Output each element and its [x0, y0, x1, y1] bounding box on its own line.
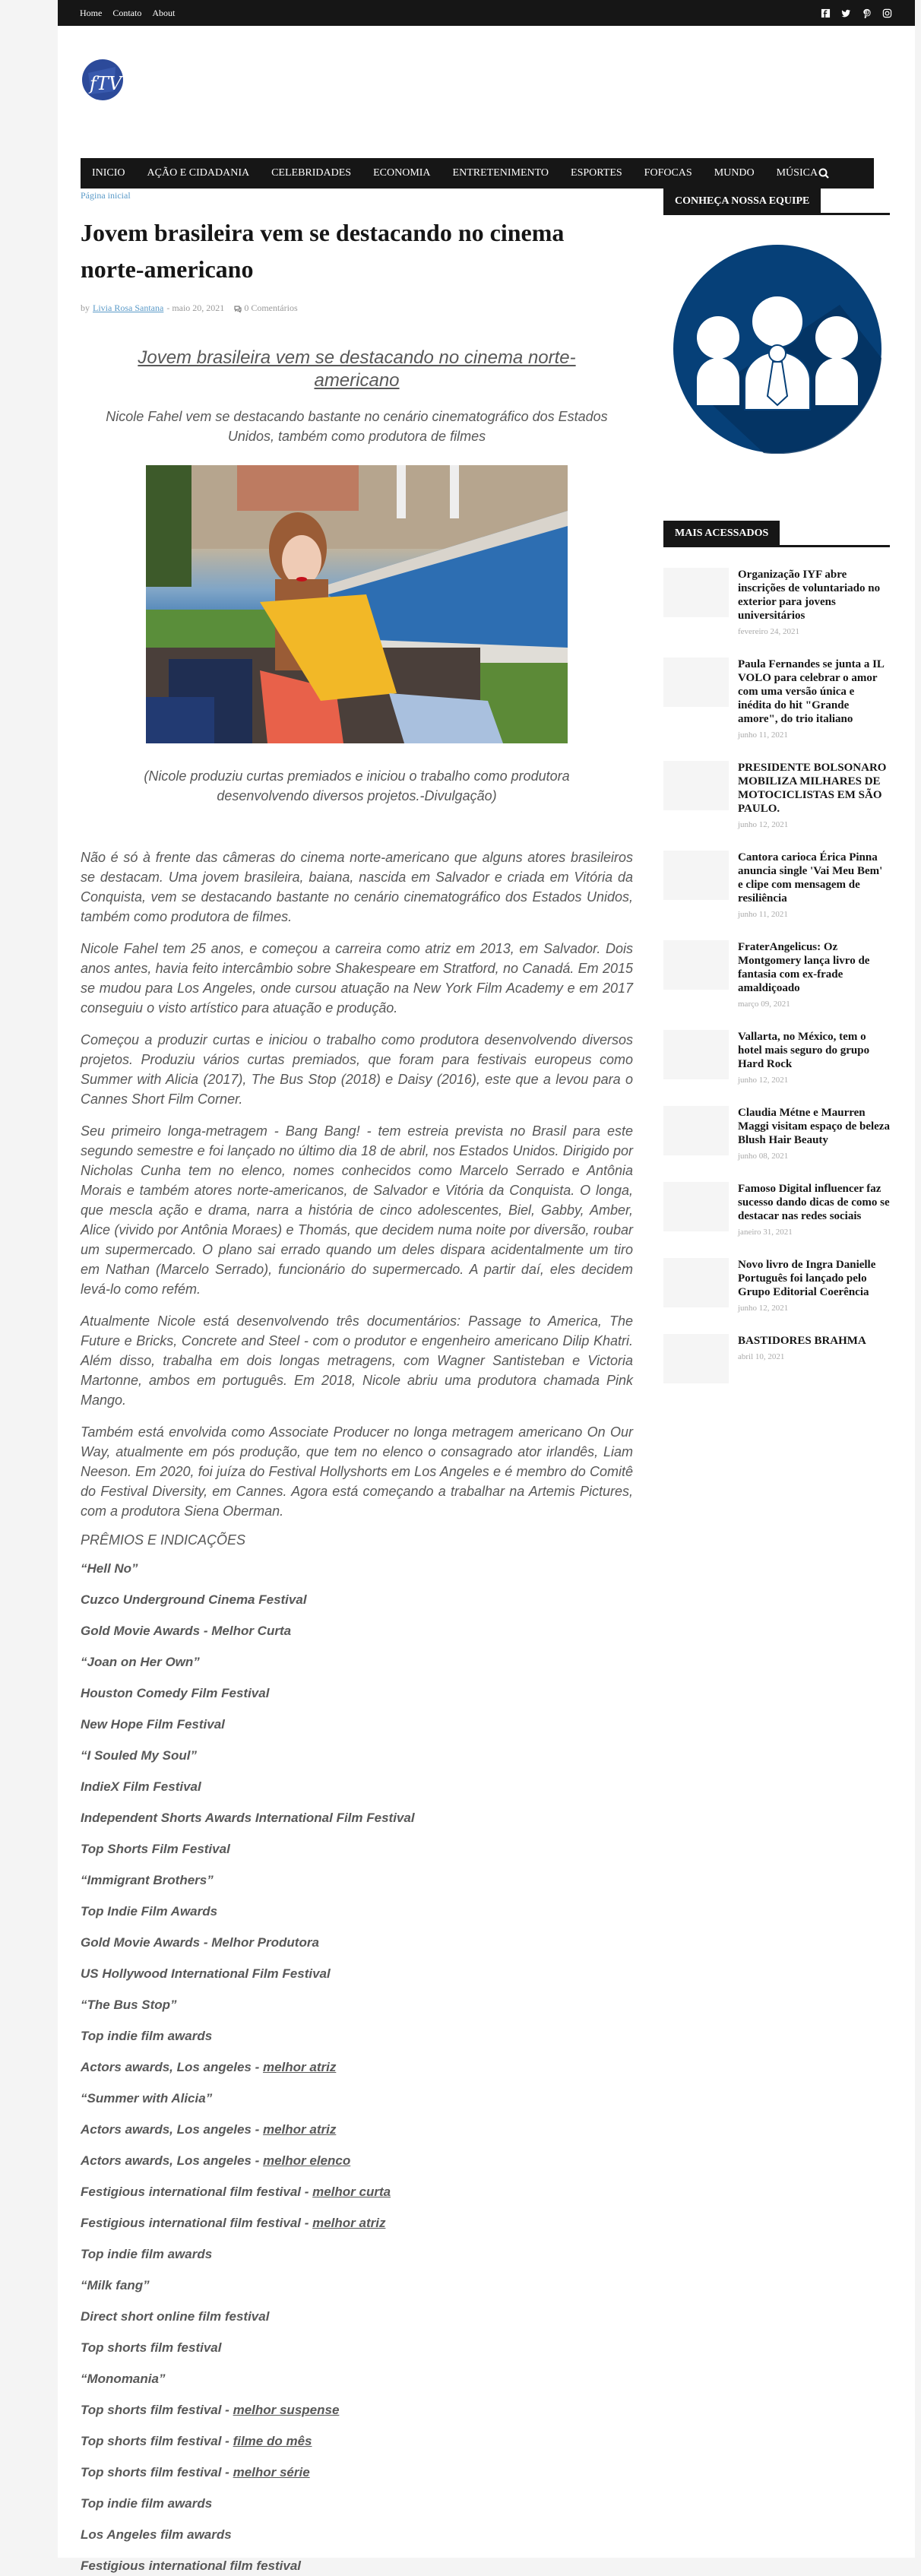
nav-item-acao-e-cidadania[interactable]: AÇÃO E CIDADANIA	[147, 167, 250, 179]
post-title-link[interactable]: FraterAngelicus: Oz Montgomery lança livro de fantasia com ex-frade amaldiçoado	[738, 941, 870, 994]
most-accessed-item[interactable]	[663, 1030, 890, 1085]
award-item	[81, 2463, 633, 2483]
post-info	[738, 1182, 890, 1237]
award-item	[81, 2213, 633, 2233]
post-info	[738, 1258, 890, 1313]
top-bar	[58, 0, 915, 26]
award-text: Independent Shorts Awards International Film Festival	[81, 1811, 415, 1825]
award-text: US Hollywood International Film Festival	[81, 1966, 331, 1981]
post-title-link[interactable]: Organização IYF abre inscrições de voluntariado no exterior para jovens universitários	[738, 569, 881, 622]
post-title-link[interactable]: BASTIDORES BRAHMA	[738, 1335, 866, 1347]
team-image[interactable]	[673, 244, 882, 454]
post-title-link[interactable]: Famoso Digital influencer faz sucesso dando dicas de como se destacar nas redes sociais	[738, 1183, 890, 1222]
post-thumbnail[interactable]	[663, 761, 729, 810]
awards-section	[81, 1530, 633, 2576]
award-item	[81, 2026, 633, 2046]
page	[58, 0, 915, 2573]
site-header	[58, 26, 915, 179]
award-text: Festigious international film festival	[81, 2559, 301, 2573]
most-accessed-list	[663, 568, 890, 1383]
instagram-icon[interactable]	[882, 8, 892, 18]
comments-link[interactable]	[233, 303, 297, 314]
team-icon	[673, 244, 882, 454]
award-text: Festigious international film festival -	[81, 2216, 313, 2230]
award-text: “I Souled My Soul”	[81, 1748, 198, 1763]
post-title-link[interactable]: Paula Fernandes se junta a IL VOLO para celebrar o amor com uma versão única e inédita do hit "Grande amore", do trio italiano	[738, 658, 885, 725]
post-thumbnail[interactable]	[663, 851, 729, 900]
award-item	[81, 2151, 633, 2171]
article-heading: Jovem brasileira vem se destacando no cinema norte-americano	[138, 347, 576, 391]
award-category-link[interactable]: filme do mês	[233, 2434, 312, 2448]
sidebar	[663, 189, 890, 1383]
most-accessed-item[interactable]	[663, 851, 890, 919]
post-date: junho 12, 2021	[738, 820, 789, 829]
award-item	[81, 2089, 633, 2109]
award-text: New Hope Film Festival	[81, 1717, 225, 1732]
post-info	[738, 1334, 890, 1383]
ftv-logo-icon	[81, 58, 125, 102]
article-paragraph: Atualmente Nicole está desenvolvendo três documentários: Passage to America, The Future e Bricks, Concrete and Steel - com o produtor e engenheiro americano Dilip Khatri. Além disso, trabalha em dois longas metragens, com Wagner Santisteban e Victoria Martonne, ambos em português. Em 2018, Nicole abriu uma produtora chamada Pink Mango.	[81, 1313, 633, 1408]
award-category-link[interactable]: melhor curta	[312, 2185, 391, 2199]
nav-item-mundo[interactable]: MUNDO	[714, 167, 755, 179]
award-item	[81, 2120, 633, 2140]
award-item	[81, 1621, 633, 1641]
author-link[interactable]: Livia Rosa Santana	[93, 303, 164, 313]
award-item	[81, 1559, 633, 1579]
most-accessed-item[interactable]	[663, 1106, 890, 1161]
most-accessed-item[interactable]	[663, 940, 890, 1009]
award-text: Los Angeles film awards	[81, 2527, 232, 2542]
article-body	[81, 347, 633, 2576]
award-text: Top indie film awards	[81, 2247, 213, 2261]
award-item	[81, 1995, 633, 2015]
award-text: Top Shorts Film Festival	[81, 1842, 230, 1856]
meta-separator: -	[166, 303, 170, 313]
comments-icon	[233, 304, 242, 313]
award-text: Actors awards, Los angeles -	[81, 2122, 263, 2137]
post-thumbnail[interactable]	[663, 1182, 729, 1231]
nav-item-musica[interactable]: MÚSICA	[776, 167, 818, 179]
award-item	[81, 1590, 633, 1610]
post-date: junho 11, 2021	[738, 910, 788, 919]
award-item	[81, 1964, 633, 1984]
nav-item-esportes[interactable]: ESPORTES	[571, 167, 622, 179]
breadcrumb	[81, 190, 633, 201]
post-thumbnail[interactable]	[663, 940, 729, 990]
article-paragraph: Também está envolvida como Associate Producer no longa metragem americano On Our Way, atualmente em pós produção, que tem no elenco o consagrado ator irlandês, Liam Neeson. Em 2020, foi juíza do Festival Hollyshorts em Los Angeles e é membro do Comitê do Festival Diversity, em Cannes. Agora está começando a trabalhar na Artemis Pictures, com a produtora Siena Oberman.	[81, 1424, 633, 1519]
post-info	[738, 657, 890, 740]
most-accessed-widget	[663, 521, 890, 1383]
award-item	[81, 2556, 633, 2576]
article-paragraph: Não é só à frente das câmeras do cinema norte-americano que alguns atores brasileiros se destacam. Uma jovem brasileira, baiana, nascida em Salvador e criada em Vitória da Conquista, vem se destacando bastante no cenário cinematográfico dos Estados Unidos, também como produtora de filmes.	[81, 850, 633, 924]
award-item	[81, 2338, 633, 2358]
post-date: junho 08, 2021	[738, 1152, 789, 1161]
post-title-link[interactable]: PRESIDENTE BOLSONARO MOBILIZA MILHARES DE MOTOCICLISTAS EM SÃO PAULO.	[738, 762, 887, 815]
award-item	[81, 1902, 633, 1922]
award-item	[81, 2182, 633, 2202]
most-accessed-item[interactable]	[663, 761, 890, 829]
award-item	[81, 1871, 633, 1890]
awards-heading: PRÊMIOS E INDICAÇÕES	[81, 1532, 246, 1548]
awards-list	[81, 1559, 633, 2576]
post-title-link[interactable]: Novo livro de Ingra Danielle Português foi lançado pelo Grupo Editorial Coerência	[738, 1259, 876, 1298]
post-info	[738, 1106, 890, 1161]
award-item	[81, 1808, 633, 1828]
nav-item-entretenimento[interactable]: ENTRETENIMENTO	[452, 167, 549, 179]
award-item	[81, 2245, 633, 2264]
award-text: Top Indie Film Awards	[81, 1904, 218, 1919]
most-accessed-item[interactable]	[663, 657, 890, 740]
post-date: março 09, 2021	[738, 1000, 790, 1009]
post-thumbnail[interactable]	[663, 568, 729, 617]
award-category-link[interactable]: melhor suspense	[233, 2403, 340, 2417]
award-text: Top shorts film festival	[81, 2340, 222, 2355]
post-thumbnail[interactable]	[663, 1030, 729, 1079]
award-item	[81, 2400, 633, 2420]
twitter-icon[interactable]	[841, 8, 851, 18]
post-thumbnail[interactable]	[663, 1258, 729, 1307]
award-text: IndieX Film Festival	[81, 1779, 201, 1794]
award-text: “Milk fang”	[81, 2278, 150, 2292]
photo-caption: (Nicole produziu curtas premiados e iniciou o trabalho como produtora desenvolvendo diversos projetos.-Divulgação)	[144, 768, 570, 803]
award-text: “The Bus Stop”	[81, 1998, 177, 2012]
logo-text: fTV	[90, 73, 122, 94]
award-item	[81, 1652, 633, 1672]
award-text: Actors awards, Los angeles -	[81, 2153, 263, 2168]
nav-item-celebridades[interactable]: CELEBRIDADES	[271, 167, 352, 179]
photo-illustration	[146, 465, 568, 743]
search-icon[interactable]	[818, 167, 830, 179]
award-text: Cuzco Underground Cinema Festival	[81, 1592, 307, 1607]
post-date: janeiro 31, 2021	[738, 1228, 793, 1237]
post-date: fevereiro 24, 2021	[738, 627, 799, 636]
top-link-contato[interactable]: Contato	[112, 7, 142, 18]
award-item	[81, 2058, 633, 2077]
post-thumbnail[interactable]	[663, 657, 729, 707]
meta-by: by	[81, 303, 90, 313]
post-info	[738, 851, 890, 919]
award-item	[81, 1684, 633, 1703]
award-item	[81, 1933, 633, 1953]
award-text: Top shorts film festival -	[81, 2434, 233, 2448]
article-subheading: Nicole Fahel vem se destacando bastante no cenário cinematográfico dos Estados Unidos, também como produtora de filmes	[106, 409, 608, 444]
award-text: Actors awards, Los angeles -	[81, 2060, 263, 2074]
most-accessed-label: MAIS ACESSADOS	[663, 521, 780, 546]
post-date: maio 20, 2021	[172, 303, 225, 313]
most-accessed-item[interactable]	[663, 568, 890, 636]
award-item	[81, 1715, 633, 1735]
most-accessed-item[interactable]	[663, 1182, 890, 1237]
award-text: Top shorts film festival -	[81, 2403, 233, 2417]
post-date: junho 12, 2021	[738, 1076, 789, 1085]
post-title: Jovem brasileira vem se destacando no cinema norte-americano	[81, 219, 565, 283]
most-accessed-item[interactable]	[663, 1334, 890, 1383]
post-thumbnail[interactable]	[663, 1106, 729, 1155]
post-title-link[interactable]: Cantora carioca Érica Pinna anuncia single 'Vai Meu Bem' e clipe com mensagem de resiliência	[738, 851, 883, 905]
award-text: Direct short online film festival	[81, 2309, 270, 2324]
post-title-link[interactable]: Claudia Métne e Maurren Maggi visitam espaço de beleza Blush Hair Beauty	[738, 1107, 890, 1146]
award-text: Festigious international film festival -	[81, 2185, 313, 2199]
award-text: Top shorts film festival -	[81, 2465, 233, 2479]
team-widget-label: CONHEÇA NOSSA EQUIPE	[663, 189, 821, 214]
most-accessed-title	[663, 521, 890, 547]
award-text: Gold Movie Awards - Melhor Curta	[81, 1624, 292, 1638]
post-date: junho 12, 2021	[738, 1304, 789, 1313]
nav-item-inicio[interactable]: INICIO	[92, 167, 125, 179]
facebook-icon[interactable]	[821, 8, 831, 18]
social-links	[821, 8, 892, 18]
post-date: junho 11, 2021	[738, 730, 788, 740]
article-photo	[146, 465, 568, 743]
post-info	[738, 940, 890, 1009]
article-paragraph: Nicole Fahel tem 25 anos, e começou a carreira como atriz em 2013, em Salvador. Dois anos antes, havia feito intercâmbio sobre Shakespeare em Stratford, no Canadá. Em 2015 se mudou para Los Angeles, onde cursou atuação na New York Film Academy e em 2017 conseguiu o visto artístico para atuação e produção.	[81, 941, 633, 1016]
comments-count: 0 Comentários	[244, 303, 298, 313]
award-item	[81, 2525, 633, 2545]
most-accessed-item[interactable]	[663, 1258, 890, 1313]
award-text: Houston Comedy Film Festival	[81, 1686, 270, 1700]
article-paragraph: Seu primeiro longa-metragem - Bang Bang! - tem estreia prevista no Brasil para este segundo semestre e foi lançado no último dia 18 de abril, nos Estados Unidos. Dirigido por Nicholas Cunha tem no elenco, nomes conhecidos como Marcelo Serrado e Antônia Morais e também atores norte-americanos, de Salvador e Vitória da Conquista. O longa, que mescla ação e drama, narra a história de cinco adolescentes, Biel, Gabby, Amber, Alice (vivido por Antônia Moraes) e Thomás, que decidem numa noite por diversão, roubar um supermercado. O plano sai errado quando um deles dispara acidentalmente um tiro em Nathan (Marcelo Serrado), funcionário do supermercado. A partir daí, eles decidem levá-lo como refém.	[81, 1123, 633, 1297]
award-category-link[interactable]: melhor atriz	[262, 2122, 337, 2137]
award-item	[81, 2494, 633, 2514]
post-info	[738, 568, 890, 636]
award-text: Top indie film awards	[81, 2029, 213, 2043]
award-item	[81, 1746, 633, 1766]
post-meta	[81, 303, 633, 314]
post-info	[738, 761, 890, 829]
award-category-link[interactable]: melhor série	[233, 2465, 310, 2479]
pinterest-icon[interactable]	[862, 8, 872, 18]
post-thumbnail[interactable]	[663, 1334, 729, 1383]
article-paragraph: Começou a produzir curtas e iniciou o trabalho como produtora desenvolvendo diversos projetos. Produziu vários curtas premiados, que foram para festivais europeus como Summer with Alicia (2017), The Bus Stop (2018) e Daisy (2016), este que a levou para o Cannes Short Film Corner.	[81, 1032, 633, 1107]
award-item	[81, 2369, 633, 2389]
top-link-home[interactable]: Home	[80, 7, 103, 18]
award-item	[81, 2307, 633, 2327]
site-logo[interactable]	[81, 58, 125, 102]
award-text: “Joan on Her Own”	[81, 1655, 200, 1669]
award-text: Gold Movie Awards - Melhor Produtora	[81, 1935, 319, 1950]
post-title-link[interactable]: Vallarta, no México, tem o hotel mais seguro do grupo Hard Rock	[738, 1031, 870, 1070]
award-item	[81, 2432, 633, 2451]
award-item	[81, 2276, 633, 2296]
breadcrumb-home-link[interactable]: Página inicial	[81, 190, 131, 201]
award-item	[81, 1777, 633, 1797]
award-text: “Hell No”	[81, 1561, 138, 1576]
award-category-link[interactable]: melhor elenco	[262, 2153, 351, 2168]
team-widget-title	[663, 189, 890, 215]
award-text: “Summer with Alicia”	[81, 2091, 213, 2105]
award-text: Top indie film awards	[81, 2496, 213, 2511]
post-info	[738, 1030, 890, 1085]
main-content	[81, 176, 633, 2576]
nav-item-fofocas[interactable]: FOFOCAS	[644, 167, 692, 179]
top-links	[80, 8, 175, 19]
award-text: “Monomania”	[81, 2372, 166, 2386]
award-text: “Immigrant Brothers”	[81, 1873, 214, 1887]
award-category-link[interactable]: melhor atriz	[312, 2216, 386, 2230]
post-date: abril 10, 2021	[738, 1352, 785, 1361]
top-link-about[interactable]: About	[152, 7, 176, 18]
award-category-link[interactable]: melhor atriz	[262, 2060, 337, 2074]
award-item	[81, 1839, 633, 1859]
nav-item-economia[interactable]: ECONOMIA	[373, 167, 431, 179]
